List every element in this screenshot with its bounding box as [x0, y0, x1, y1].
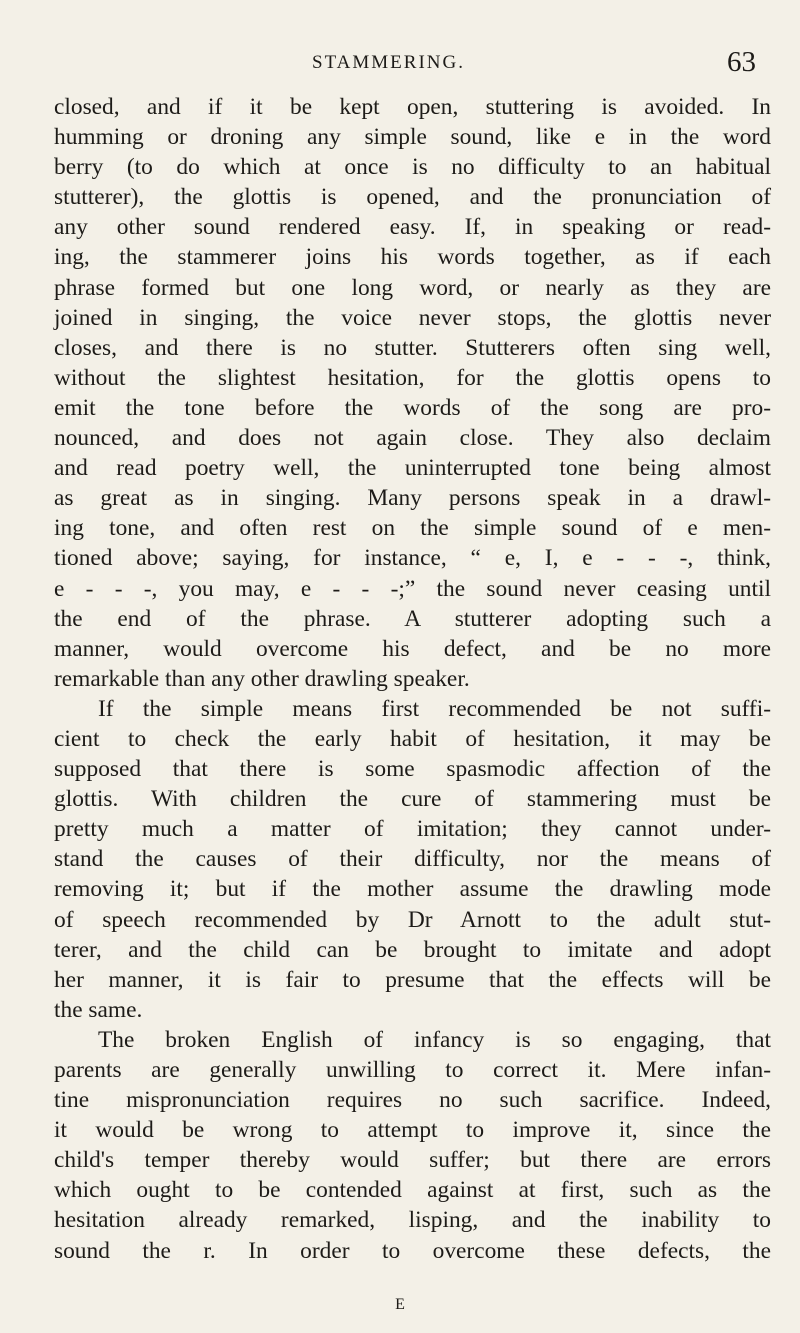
signature-mark: E: [395, 1296, 405, 1313]
text-line: the end of the phrase. A stutterer adopting such a: [54, 605, 771, 632]
text-line: nounced, and does not again close. They also declaim: [54, 425, 771, 452]
text-line: berry (to do which at once is no difficulty to an habitual: [54, 154, 771, 181]
text-line: pretty much a matter of imitation; they cannot under-: [54, 816, 771, 843]
text-line: removing it; but if the mother assume the drawling mode: [54, 876, 771, 903]
text-line: closed, and if it be kept open, stuttering is avoided. In: [54, 94, 771, 120]
text-line: e - - -, you may, e - - -;” the sound never ceasing until: [54, 575, 771, 602]
running-head: STAMMERING.: [312, 52, 465, 73]
text-line: sound the r. In order to overcome these defects, the: [54, 1237, 771, 1264]
text-line: terer, and the child can be brought to imitate and adopt: [54, 936, 771, 963]
text-line: child's temper thereby would suffer; but there are errors: [54, 1147, 771, 1174]
page-header: [0, 46, 800, 80]
text-line: closes, and there is no stutter. Stutterers often sing well,: [54, 334, 771, 361]
text-line: any other sound rendered easy. If, in speaking or read-: [54, 214, 771, 241]
text-line: as great as in singing. Many persons speak in a drawl-: [54, 485, 771, 512]
text-line: supposed that there is some spasmodic affection of the: [54, 756, 771, 783]
page-number: 63: [727, 46, 756, 78]
text-line: remarkable than any other drawling speaker.: [54, 665, 470, 692]
text-line: stutterer), the glottis is opened, and the pronunciation of: [54, 184, 771, 211]
text-line: stand the causes of their difficulty, nor the means of: [54, 846, 771, 873]
text-line: which ought to be contended against at first, such as the: [54, 1177, 771, 1204]
text-line: humming or droning any simple sound, like e in the word: [54, 124, 771, 151]
text-line: manner, would overcome his defect, and be no more: [54, 635, 771, 662]
text-line: it would be wrong to attempt to improve it, since the: [54, 1117, 771, 1144]
text-line: the same.: [54, 996, 143, 1023]
text-line: tine mispronunciation requires no such sacrifice. Indeed,: [54, 1087, 771, 1114]
text-line: of speech recommended by Dr Arnott to the adult stut-: [54, 906, 771, 933]
text-line: ing tone, and often rest on the simple sound of e men-: [54, 515, 771, 542]
text-line: hesitation already remarked, lisping, and the inability to: [54, 1207, 771, 1234]
text-line: parents are generally unwilling to correct it. Mere infan-: [54, 1057, 771, 1083]
text-line: and read poetry well, the uninterrupted tone being almost: [54, 455, 771, 482]
text-line: If the simple means first recommended be not suffi-: [98, 695, 771, 722]
text-line: phrase formed but one long word, or nearly as they are: [54, 274, 771, 301]
text-line: her manner, it is fair to presume that the effects will be: [54, 966, 771, 993]
text-line: glottis. With children the cure of stammering must be: [54, 786, 771, 813]
text-line: The broken English of infancy is so engaging, that: [98, 1026, 771, 1053]
text-line: ing, the stammerer joins his words together, as if each: [54, 244, 771, 271]
text-line: tioned above; saying, for instance, “ e, I, e - - -, think,: [54, 545, 771, 572]
text-line: joined in singing, the voice never stops, the glottis never: [54, 304, 771, 331]
text-line: without the slightest hesitation, for the glottis opens to: [54, 364, 771, 391]
body-text: [54, 92, 771, 1266]
text-line: cient to check the early habit of hesitation, it may be: [54, 725, 771, 752]
text-line: emit the tone before the words of the song are pro-: [54, 394, 771, 421]
